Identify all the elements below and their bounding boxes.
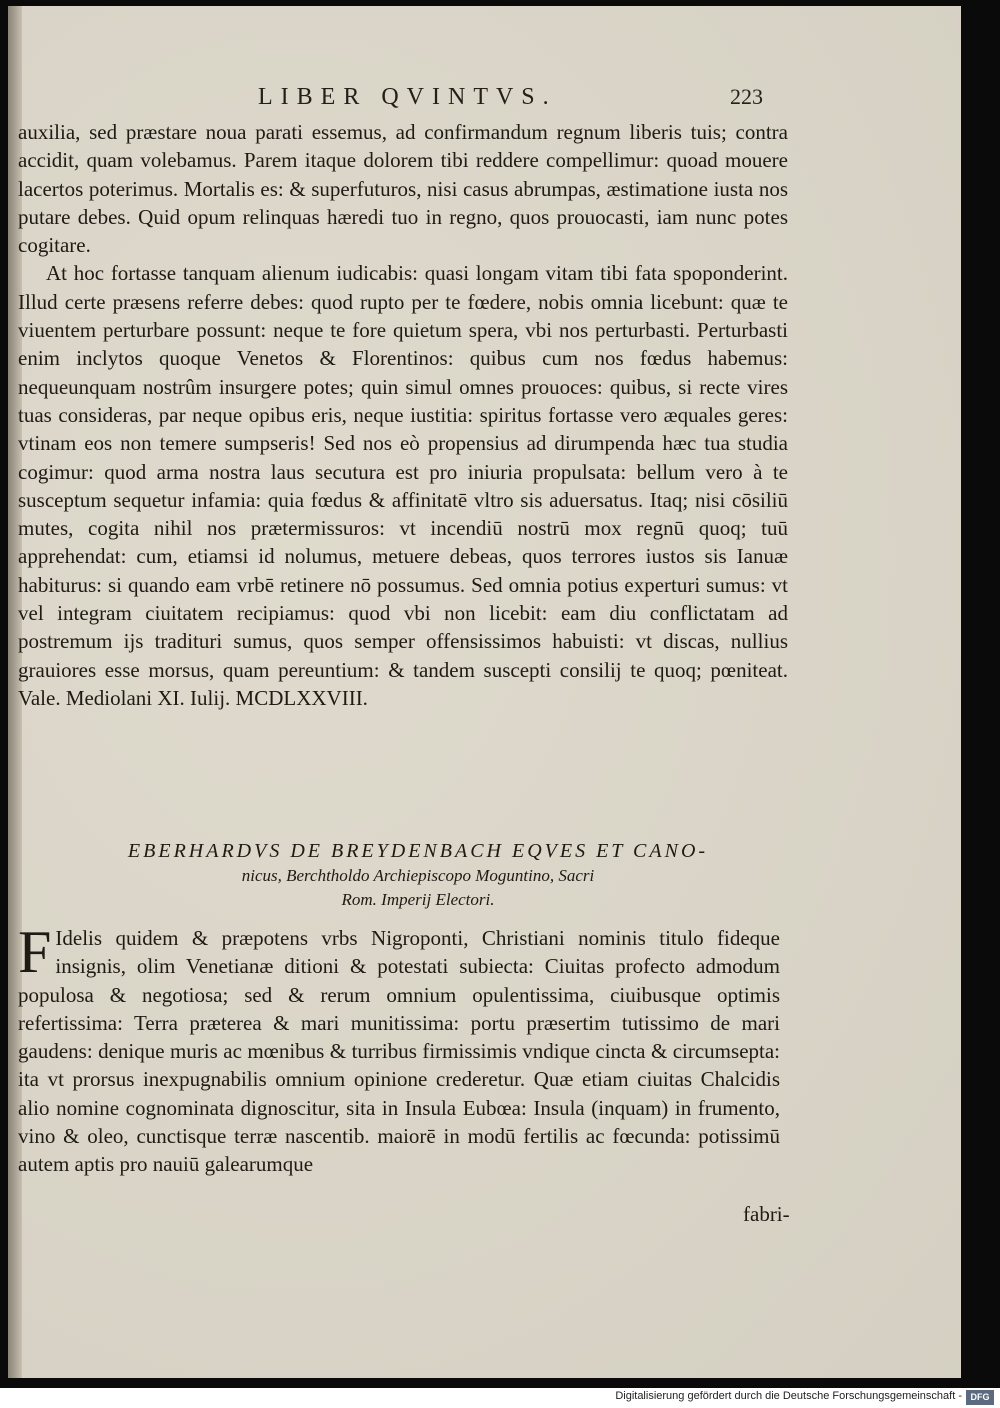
letter-body bbox=[18, 919, 780, 1179]
page-number: 223 bbox=[730, 84, 763, 109]
paragraph-2: At hoc fortasse tanquam alienum iudicabis: quasi longam vitam tibi fata spoponderint. Illud certe præsens referre debes: quod rupto per te fœdere, nobis omnia licebunt: quæ te viuentem perturbare possunt: neque te fore quietum spera, vbi nos perturbasti. Perturbasti enim inclytos quoque Venetos & Florentinos: quibus cum nos fœdus habemus: nequeunquam nostrûm insurgere potes; quin simul omnes prouoces: quibus, si recte vires tuas consideras, par neque opibus eris, neque iustitia: spiritus fortasse vero æquales geres: vtinam eos non temere sumpseris! Sed nos eò propensius ad dirumpenda hæc tua studia cogimur: quod arma nostra laus secutura est pro iniuria propulsata: bellum vero à te susceptum sequetur infamia: quia fœdus & affinitatē vltro sis aduersatus. Itaq; nisi cōsiliū mutes, cogita nihil nos prætermissuros: vt incendiū nostrū mox regnū quoq; tuū apprehendat: cum, etiamsi id nolumus, metuere debeas, quos terrores iustos sis Ianuæ habiturus: si quando eam vrbē retinere nō possumus. Sed omnia potius experturi sumus: vt vel integram ciuitatem recipiamus: quod vbi non licebit: eam diu conflictatam ad postremum ijs tradituri sumus, quos semper offensissimos habuisti: vt discas, nullius grauiores esse morsus, quam pereuntium: & tandem suscepti consilij te quoq; pœniteat. Vale. Mediolani XI. Iulij. MCDLXXVIII. bbox=[18, 261, 788, 710]
heading-line-3: Rom. Imperij Electori. bbox=[341, 890, 495, 909]
paragraph-1: auxilia, sed præstare noua parati essemus, ad confirmandum regnum liberis tuis; contra accidit, quam volebamus. Parem itaque dolorem tibi reddere compellimur: quoad mouere lacertos poterimus. Mortalis es: & superfuturos, nisi casus abrumpas, æstimatione iusta nos putare debes. Quid opum relinquas hæredi tuo in regno, quos prouocasti, iam nunc potes cogitare. bbox=[18, 120, 788, 258]
running-head bbox=[8, 84, 961, 114]
funding-notice: Digitalisierung gefördert durch die Deutsche Forschungsgemeinschaft - bbox=[615, 1390, 962, 1402]
dfg-logo-icon: DFG bbox=[966, 1390, 994, 1405]
drop-cap: F bbox=[18, 919, 52, 985]
book-page bbox=[8, 6, 961, 1378]
letter-heading bbox=[68, 838, 768, 912]
heading-line-2: nicus, Berchtholdo Archiepiscopo Moguntino, Sacri bbox=[241, 866, 595, 885]
footer-bar bbox=[0, 1388, 1000, 1408]
letter-paragraph bbox=[18, 919, 780, 1179]
heading-line-1: EBERHARDVS DE BREYDENBACH EQVES ET CANO- bbox=[127, 840, 709, 862]
catchword: fabri- bbox=[743, 1202, 790, 1226]
running-title: LIBER QVINTVS. bbox=[258, 84, 557, 110]
letter-text: Idelis quidem & præpotens vrbs Nigroponti, Christiani nominis titulo fideque insignis, olim Venetianæ ditioni & potestati subiecta: Ciuitas profecto admodum populosa & negotiosa; sed & rerum omnium opulentissima, ciuibusque optimis refertissima: Terra præterea & mari munitissima: portu præsertim tutissimo de mari gaudens: denique muris ac mœnibus & turribus firmissimis vndique cincta & circumsepta: ita vt prorsus inexpugnabilis omnium opinione crederetur. Quæ etiam ciuitas Chalcidis alio nomine cognominata dignoscitur, sita in Insula Eubœa: Insula (inquam) in frumento, vino & oleo, cunctisque terræ nascentib. maiorē in modū fertilis ac fœcunda: potissimū autem aptis pro nauiū galearumque bbox=[18, 926, 780, 1177]
main-text bbox=[18, 118, 788, 712]
